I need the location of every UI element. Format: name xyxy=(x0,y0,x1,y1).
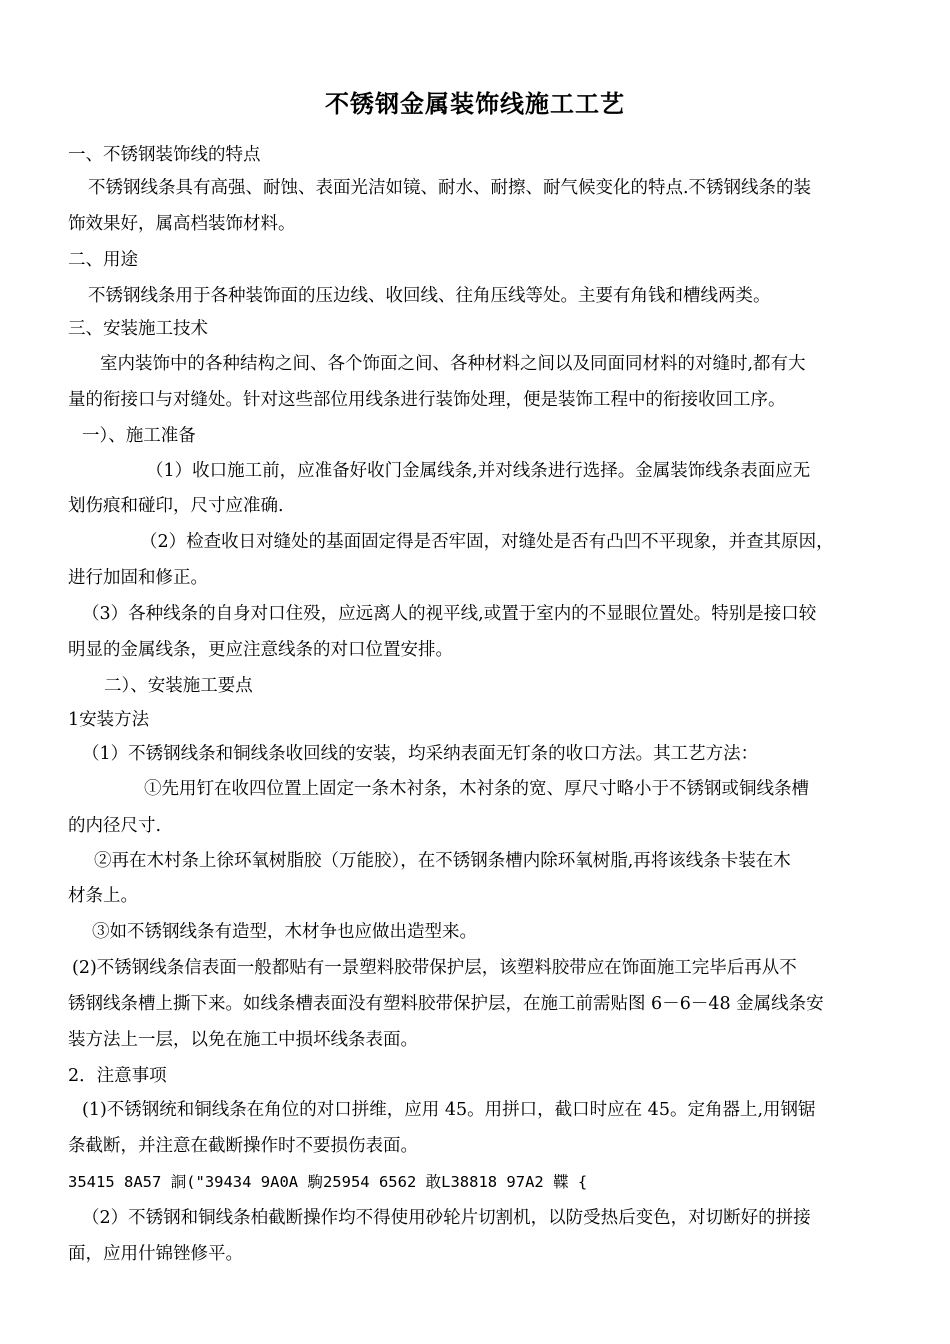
paragraph-line: 不锈钢线条具有高强、耐蚀、表面光洁如镜、耐水、耐擦、耐气候变化的特点.不锈钢线条的装 xyxy=(88,178,812,198)
heading-3: 三、安装施工技术 xyxy=(68,319,208,339)
paragraph-line: 不锈钢线条用于各种装饰面的压边线、收回线、往角压线等处。主要有角钱和槽线两类。 xyxy=(88,286,771,306)
garbled-code-line: 35415 8A57 詷("39434 9A0A 駒25954 6562 敢L38818 97A2 鞢 { xyxy=(68,1173,588,1191)
paragraph-line: 明显的金属线条，更应注意线条的对口位置安排。 xyxy=(68,640,453,660)
subheading-prep: 一）、施工准备 xyxy=(82,426,196,446)
paragraph-line: 进行加固和修正。 xyxy=(68,568,208,588)
paragraph-line: 划伤痕和碰印，尺寸应准确. xyxy=(68,496,284,516)
paragraph-line: 的内径尺寸. xyxy=(68,816,162,836)
heading-1: 一、不锈钢装饰线的特点 xyxy=(68,145,261,165)
paragraph-line: 锈钢线条槽上撕下来。如线条槽表面没有塑料胶带保护层，在施工前需贴图 6－6－48 金属线条安 xyxy=(68,994,824,1014)
paragraph-line: 量的衔接口与对缝处。针对这些部位用线条进行装饰处理，便是装饰工程中的衔接收回工序。 xyxy=(68,390,786,410)
paragraph-line: 装方法上一层，以免在施工中损坏线条表面。 xyxy=(68,1030,418,1050)
paragraph-line: ①先用钉在收四位置上固定一条木衬条，木衬条的宽、厚尺寸略小于不锈钢或铜线条槽 xyxy=(144,779,809,799)
heading-2: 二、用途 xyxy=(68,250,138,270)
document-title: 不锈钢金属装饰线施工工艺 xyxy=(325,89,625,118)
paragraph-line: 面，应用什锦锉修平。 xyxy=(68,1244,243,1264)
paragraph-line: 材条上。 xyxy=(68,886,138,906)
paragraph-line: (1)不锈钢统和铜线条在角位的对口拼维，应用 45。用拼口，截口时应在 45。定角器上,用钢锯 xyxy=(82,1100,816,1120)
paragraph-line: （2）不锈钢和铜线条柏截断操作均不得使用砂轮片切割机，以防受热后变色，对切断好的拼接 xyxy=(82,1208,811,1228)
heading-notes: 2．注意事项 xyxy=(68,1066,167,1086)
paragraph-line: （2）检查收日对缝处的基面固定得是否牢固，对缝处是否有凸凹不平现象，并查其原因， xyxy=(140,532,834,552)
paragraph-line: (2)不锈钢线条信表面一般都贴有一景塑料胶带保护层，该塑料胶带应在饰面施工完毕后再从不 xyxy=(72,958,797,978)
paragraph-line: 室内装饰中的各种结构之间、各个饰面之间、各种材料之间以及同面同材料的对缝时,都有大 xyxy=(100,354,806,374)
paragraph-line: （3）各种线条的自身对口住殁，应远离人的视平线,或置于室内的不显眼位置处。特别是接口较 xyxy=(82,604,817,624)
paragraph-line: 条截断，并注意在截断操作时不要损伤表面。 xyxy=(68,1136,418,1156)
paragraph-line: （1）收口施工前，应准备好收门金属线条,并对线条进行选择。金属装饰线条表面应无 xyxy=(146,461,811,481)
paragraph-line: （1）不锈钢线条和铜线条收回线的安装，均采纳表面无钉条的收口方法。其工艺方法： xyxy=(82,744,759,764)
paragraph-line: ③如不锈钢线条有造型，木材争也应做出造型来。 xyxy=(92,922,477,942)
paragraph-line: ②再在木村条上徐环氧树脂胶（万能胶），在不锈钢条槽内除环氧树脂,再将该线条卡装在木 xyxy=(94,851,791,871)
subheading-method: 1安装方法 xyxy=(68,710,150,730)
paragraph-line: 饰效果好，属高档装饰材料。 xyxy=(68,214,296,234)
subheading-install: 二）、安装施工要点 xyxy=(104,676,253,696)
